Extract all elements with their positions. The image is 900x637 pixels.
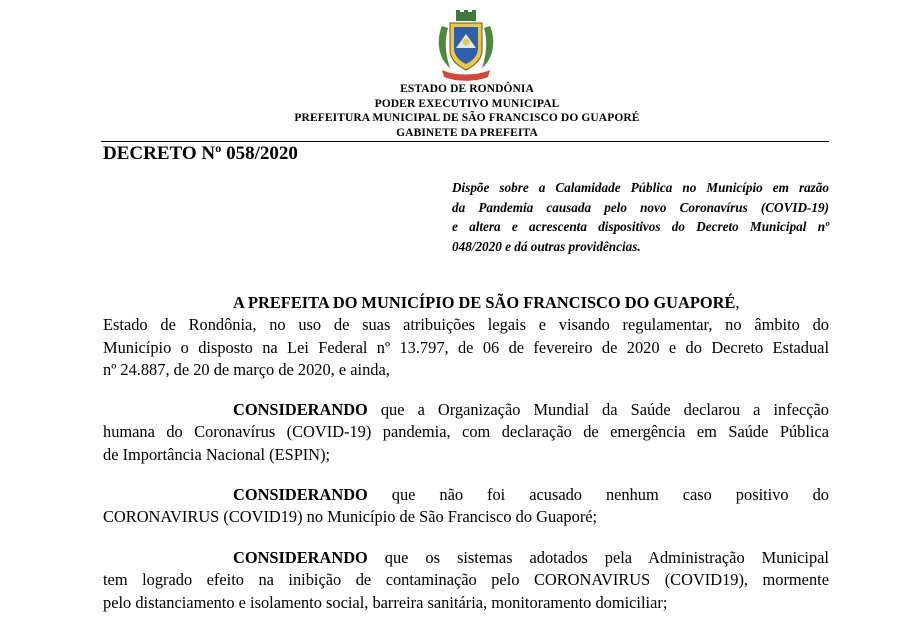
considerando-lead: CONSIDERANDO bbox=[233, 400, 368, 419]
ementa-line: da Pandemia causada pelo novo Coronavírus (COVID-19) bbox=[452, 199, 829, 215]
paragraph-line: pelo distanciamento e isolamento social, barreira sanitária, monitoramento domiciliar; bbox=[103, 592, 668, 612]
paragraph-line: de Importância Nacional (ESPIN); bbox=[103, 444, 331, 464]
letterhead-office: GABINETE DA PREFEITA bbox=[396, 126, 538, 139]
considerando-paragraph bbox=[103, 484, 829, 529]
header-divider bbox=[101, 141, 829, 142]
paragraph-line: Estado de Rondônia, no uso de suas atribuições legais e visando regulamentar, no âmbito do bbox=[103, 315, 829, 335]
paragraph-line: humana do Coronavírus (COVID-19) pandemia, com declaração de emergência em Saúde Pública bbox=[103, 422, 829, 442]
considerando-text: que a Organização Mundial da Saúde declarou a infecção bbox=[367, 400, 829, 419]
considerando-text: que não foi acusado nenhum caso positivo do bbox=[367, 485, 829, 504]
preamble-lead: A PREFEITA DO MUNICÍPIO DE SÃO FRANCISCO DO GUAPORÉ bbox=[233, 293, 736, 312]
letterhead-state: ESTADO DE RONDÔNIA bbox=[400, 83, 534, 95]
coat-of-arms-emblem bbox=[436, 10, 496, 82]
considerando-paragraph bbox=[103, 399, 829, 466]
considerando-lead: CONSIDERANDO bbox=[233, 485, 368, 504]
preamble-text: , bbox=[735, 293, 740, 312]
ementa bbox=[452, 178, 829, 256]
paragraph-line: tem logrado efeito na inibição de contaminação pelo CORONAVIRUS (COVID19), mormente bbox=[103, 570, 829, 590]
letterhead-branch: PODER EXECUTIVO MUNICIPAL bbox=[374, 97, 560, 110]
ementa-line: e altera e acrescenta dispositivos do Decreto Municipal nº bbox=[452, 219, 829, 235]
decree-title: DECRETO Nº 058/2020 bbox=[103, 143, 298, 164]
considerando-lead: CONSIDERANDO bbox=[233, 548, 368, 567]
paragraph-line: CORONAVIRUS (COVID19) no Município de São Francisco do Guaporé; bbox=[103, 507, 598, 527]
preamble-paragraph bbox=[103, 292, 829, 381]
letterhead bbox=[0, 82, 900, 140]
letterhead-municipality: PREFEITURA MUNICIPAL DE SÃO FRANCISCO DO GUAPORÉ bbox=[294, 112, 640, 124]
considerando-paragraph bbox=[103, 547, 829, 614]
ementa-line: Dispõe sobre a Calamidade Pública no Município em razão bbox=[452, 180, 829, 195]
paragraph-line: Município o disposto na Lei Federal nº 13.797, de 06 de fevereiro de 2020 e do Decreto Estadual bbox=[103, 337, 829, 357]
considerando-text: que os sistemas adotados pela Administração Municipal bbox=[367, 548, 829, 567]
ementa-line: 048/2020 e dá outras providências. bbox=[452, 238, 641, 254]
paragraph-line: nº 24.887, de 20 de março de 2020, e ainda, bbox=[103, 359, 390, 379]
